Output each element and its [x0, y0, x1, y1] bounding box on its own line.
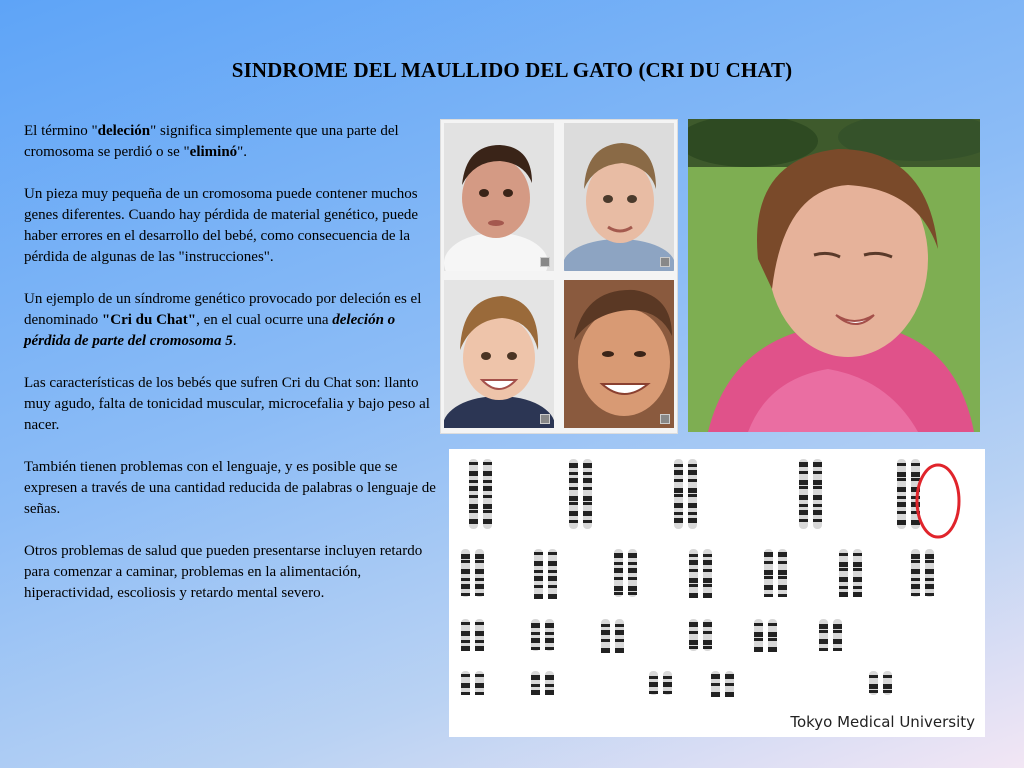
chromosome [674, 459, 683, 529]
chromosome [483, 459, 492, 529]
paragraph-genetic-material: Un pieza muy pequeña de un cromosoma puede contener muchos genes diferentes. Cuando hay pérdida de material genético, puede haber errores en el desarrollo del bebé, como consecuencia de la pérdida de algunas de las "instrucciones". [24, 186, 419, 265]
chromosome [711, 671, 720, 697]
chromosome [833, 619, 842, 651]
child-photo-4 [564, 280, 674, 428]
chromosome [614, 549, 623, 597]
chromosome [819, 619, 828, 651]
chromosome [911, 549, 920, 597]
paragraph-cri-du-chat-example: Un ejemplo de un síndrome genético provocado por deleción es el denominado "Cri du Chat", en el cual ocurre una deleción o pérdida de parte del cromosoma 5. [24, 291, 422, 349]
karyotype-image [449, 449, 985, 737]
chromosome [475, 619, 484, 651]
chromosome [548, 549, 557, 599]
chromosome [475, 549, 484, 597]
chromosome [601, 619, 610, 653]
chromosome [475, 671, 484, 695]
karyotype-chromosomes [449, 449, 985, 714]
chromosome [799, 459, 808, 529]
child-photo-2 [564, 123, 674, 271]
chromosome [839, 549, 848, 597]
chromosome [545, 619, 554, 651]
paragraph-deletion-definition: El término "deleción" significa simplemente que una parte del cromosoma se perdió o se "eliminó". [24, 123, 399, 160]
chromosome [583, 459, 592, 529]
chromosome [461, 671, 470, 695]
text-column [24, 121, 436, 625]
chromosome [688, 459, 697, 529]
chromosome [569, 459, 578, 529]
chromosome [768, 619, 777, 652]
chromosome [703, 619, 712, 651]
chromosome [663, 671, 672, 695]
chromosome [461, 549, 470, 597]
chromosome [628, 549, 637, 597]
chromosome [531, 619, 540, 651]
chromosome-5-highlight-circle [917, 465, 959, 537]
chromosome [764, 549, 773, 597]
child-photo-1 [444, 123, 554, 271]
chromosome [615, 619, 624, 653]
chromosome [853, 549, 862, 597]
woman-photo [688, 119, 980, 432]
chromosome [703, 549, 712, 598]
chromosome [813, 459, 822, 529]
slide-title: SINDROME DEL MAULLIDO DEL GATO (CRI DU CHAT) [231, 58, 793, 82]
chromosome [461, 619, 470, 651]
child-photo-3 [444, 280, 554, 428]
chromosome [754, 619, 763, 652]
chromosome [725, 671, 734, 697]
chromosome [778, 549, 787, 597]
children-photo-grid [440, 119, 678, 434]
chromosome [869, 671, 878, 695]
paragraph-language-problems: También tienen problemas con el lenguaje, y es posible que se expresen a través de una cantidad reducida de palabras o lenguaje de señas. [24, 459, 436, 517]
chromosome [649, 671, 658, 695]
chromosome [897, 459, 906, 529]
chromosome [689, 619, 698, 651]
chromosome [925, 549, 934, 597]
chromosome [534, 549, 543, 599]
chromosome [469, 459, 478, 529]
chromosome [545, 671, 554, 695]
paragraph-characteristics: Las características de los bebés que sufren Cri du Chat son: llanto muy agudo, falta de tonicidad muscular, microcefalia y bajo peso al nacer. [24, 375, 430, 433]
chromosome [883, 671, 892, 695]
chromosome [689, 549, 698, 598]
paragraph-other-problems: Otros problemas de salud que pueden presentarse incluyen retardo para comenzar a caminar, problemas en la alimentación, hiperactividad, escoliosis y retardo mental severo. [24, 543, 423, 601]
karyotype-credit: Tokyo Medical University [790, 713, 975, 731]
chromosome [531, 671, 540, 695]
